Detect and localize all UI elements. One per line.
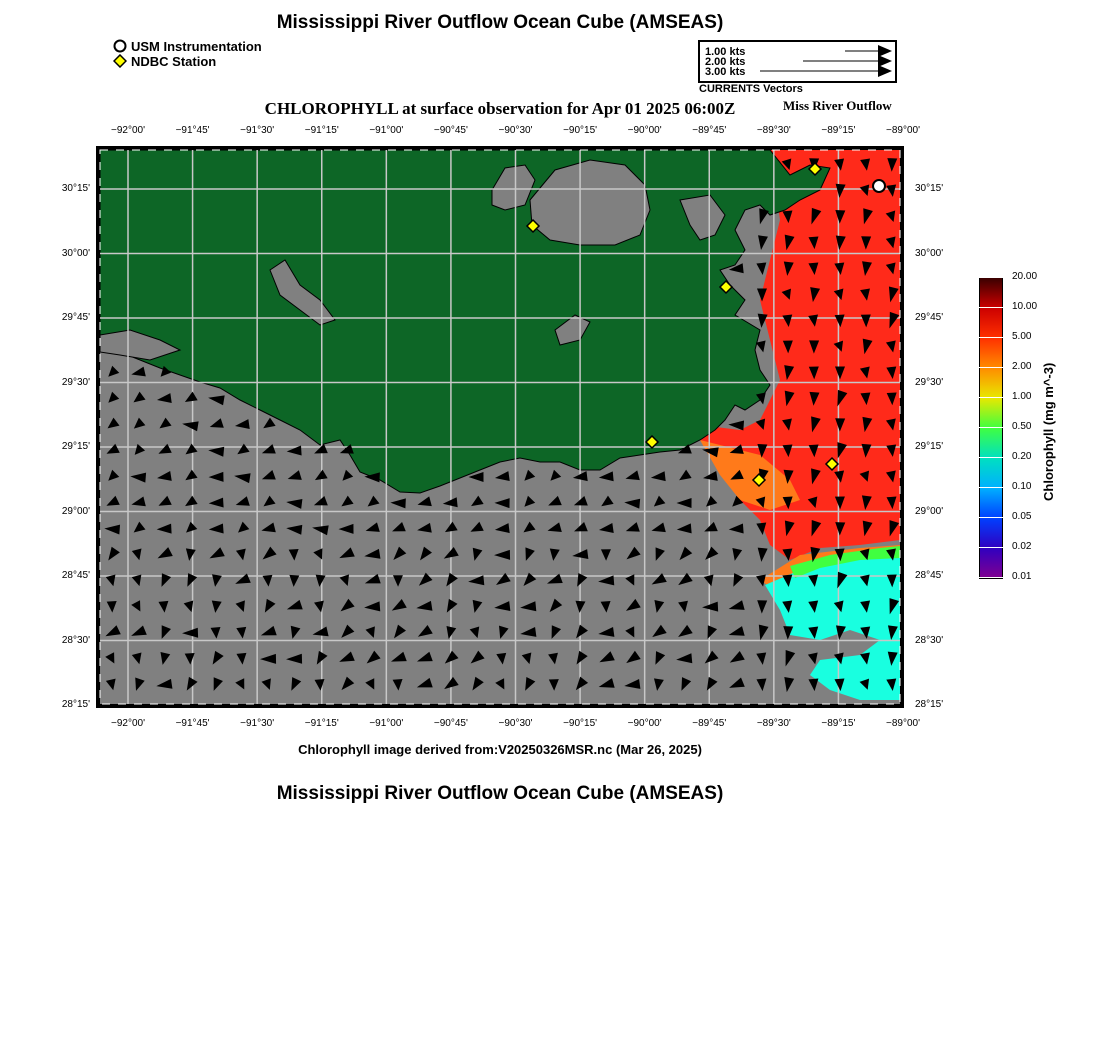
lon-tick-label: −92°00' <box>111 718 145 729</box>
page-title: Mississippi River Outflow Ocean Cube (AMSEAS) <box>276 12 724 33</box>
lat-tick-label: 28°30' <box>915 634 944 646</box>
colorbar-tick-mark <box>979 517 1003 518</box>
lon-tick-label: −90°30' <box>498 125 533 136</box>
lon-tick-label: −89°45' <box>692 718 727 729</box>
lon-tick-label: −91°15' <box>304 718 339 729</box>
vector-key-row-2: 2.00 kts <box>705 56 746 68</box>
colorbar-tick-mark <box>979 277 1003 278</box>
vector-key-row-3: 3.00 kts <box>705 66 746 78</box>
lon-tick-label: −89°15' <box>821 718 856 729</box>
lat-tick-label: 29°30' <box>915 376 944 388</box>
lon-tick-label: −90°30' <box>498 718 533 729</box>
vector-key-row-1: 1.00 kts <box>705 46 746 58</box>
lon-tick-label: −91°15' <box>304 125 339 136</box>
colorbar-tick-mark <box>979 547 1003 548</box>
lat-tick-label: 30°00' <box>915 247 944 259</box>
lat-tick-label: 28°45' <box>61 570 90 581</box>
vectors-key-caption: CURRENTS Vectors <box>699 83 803 95</box>
colorbar-tick-label: 10.00 <box>1012 301 1038 312</box>
lat-tick-label: 28°15' <box>915 699 944 710</box>
legend-usm-label: USM Instrumentation <box>131 38 262 54</box>
colorbar-tick-mark <box>979 577 1003 578</box>
lat-tick-label: 30°15' <box>915 183 944 194</box>
lon-tick-label: −91°30' <box>240 718 275 729</box>
colorbar-tick-mark <box>979 427 1003 428</box>
map-subtitle: CHLOROPHYLL at surface observation for Apr 01 2025 06:00Z <box>264 99 736 118</box>
lon-tick-label: −90°45' <box>433 125 468 136</box>
lon-tick-label: −91°30' <box>240 125 275 136</box>
colorbar-tick-label: 5.00 <box>1012 331 1032 342</box>
lon-tick-label: −90°00' <box>627 718 662 729</box>
colorbar-tick-mark <box>979 487 1003 488</box>
lon-tick-label: −90°45' <box>433 718 468 729</box>
colorbar-tick-mark <box>979 337 1003 338</box>
lat-tick-label: 29°45' <box>61 312 90 323</box>
colorbar-tick-mark <box>979 397 1003 398</box>
colorbar-label: Chlorophyll (mg m^-3) <box>1041 362 1056 501</box>
usm-instrument-marker[interactable] <box>873 180 885 192</box>
lon-tick-label: −90°15' <box>563 125 598 136</box>
lon-tick-label: −91°00' <box>369 125 404 136</box>
region-label: Miss River Outflow <box>783 98 892 113</box>
colorbar-tick-label: 0.20 <box>1012 451 1032 462</box>
colorbar-tick-mark <box>979 367 1003 368</box>
colorbar-tick-mark <box>979 307 1003 308</box>
lon-tick-label: −89°00' <box>886 718 920 729</box>
lon-tick-label: −89°45' <box>692 125 727 136</box>
colorbar-tick-label: 20.00 <box>1012 271 1038 282</box>
footer-title: Mississippi River Outflow Ocean Cube (AMSEAS) <box>276 783 724 804</box>
lat-tick-label: 29°30' <box>61 376 90 388</box>
colorbar-tick-label: 1.00 <box>1012 391 1032 402</box>
lat-tick-label: 28°15' <box>61 699 90 710</box>
lat-tick-label: 29°45' <box>915 312 944 323</box>
lat-tick-label: 30°00' <box>61 247 90 259</box>
colorbar-tick-label: 0.10 <box>1012 481 1032 492</box>
lat-tick-label: 29°15' <box>915 441 944 452</box>
lat-tick-label: 29°15' <box>61 441 90 452</box>
lon-tick-label: −89°30' <box>756 125 791 136</box>
source-caption: Chlorophyll image derived from:V20250326MSR.nc (Mar 26, 2025) <box>298 742 702 757</box>
legend-ndbc-label: NDBC Station <box>131 53 217 69</box>
colorbar-gradient <box>980 278 1002 578</box>
lon-tick-label: −90°15' <box>563 718 598 729</box>
colorbar-tick-mark <box>979 457 1003 458</box>
lon-tick-label: −91°45' <box>175 125 210 136</box>
lon-tick-label: −89°15' <box>821 125 856 136</box>
colorbar-tick-label: 0.01 <box>1012 571 1032 582</box>
lon-tick-label: −89°30' <box>756 718 791 729</box>
lon-tick-label: −89°00' <box>886 125 920 136</box>
lon-tick-label: −90°00' <box>627 125 662 136</box>
colorbar-tick-label: 2.00 <box>1012 361 1032 372</box>
colorbar <box>979 277 1003 579</box>
colorbar-tick-label: 0.50 <box>1012 421 1032 432</box>
lon-tick-label: −91°45' <box>175 718 210 729</box>
lat-tick-label: 30°15' <box>61 183 90 194</box>
colorbar-tick-label: 0.02 <box>1012 541 1032 552</box>
lat-tick-label: 29°00' <box>915 505 944 517</box>
lat-tick-label: 28°45' <box>915 570 944 581</box>
lon-tick-label: −92°00' <box>111 125 145 136</box>
lon-tick-label: −91°00' <box>369 718 404 729</box>
colorbar-tick-label: 0.05 <box>1012 511 1032 522</box>
lat-tick-label: 29°00' <box>61 505 90 517</box>
lat-tick-label: 28°30' <box>61 634 90 646</box>
